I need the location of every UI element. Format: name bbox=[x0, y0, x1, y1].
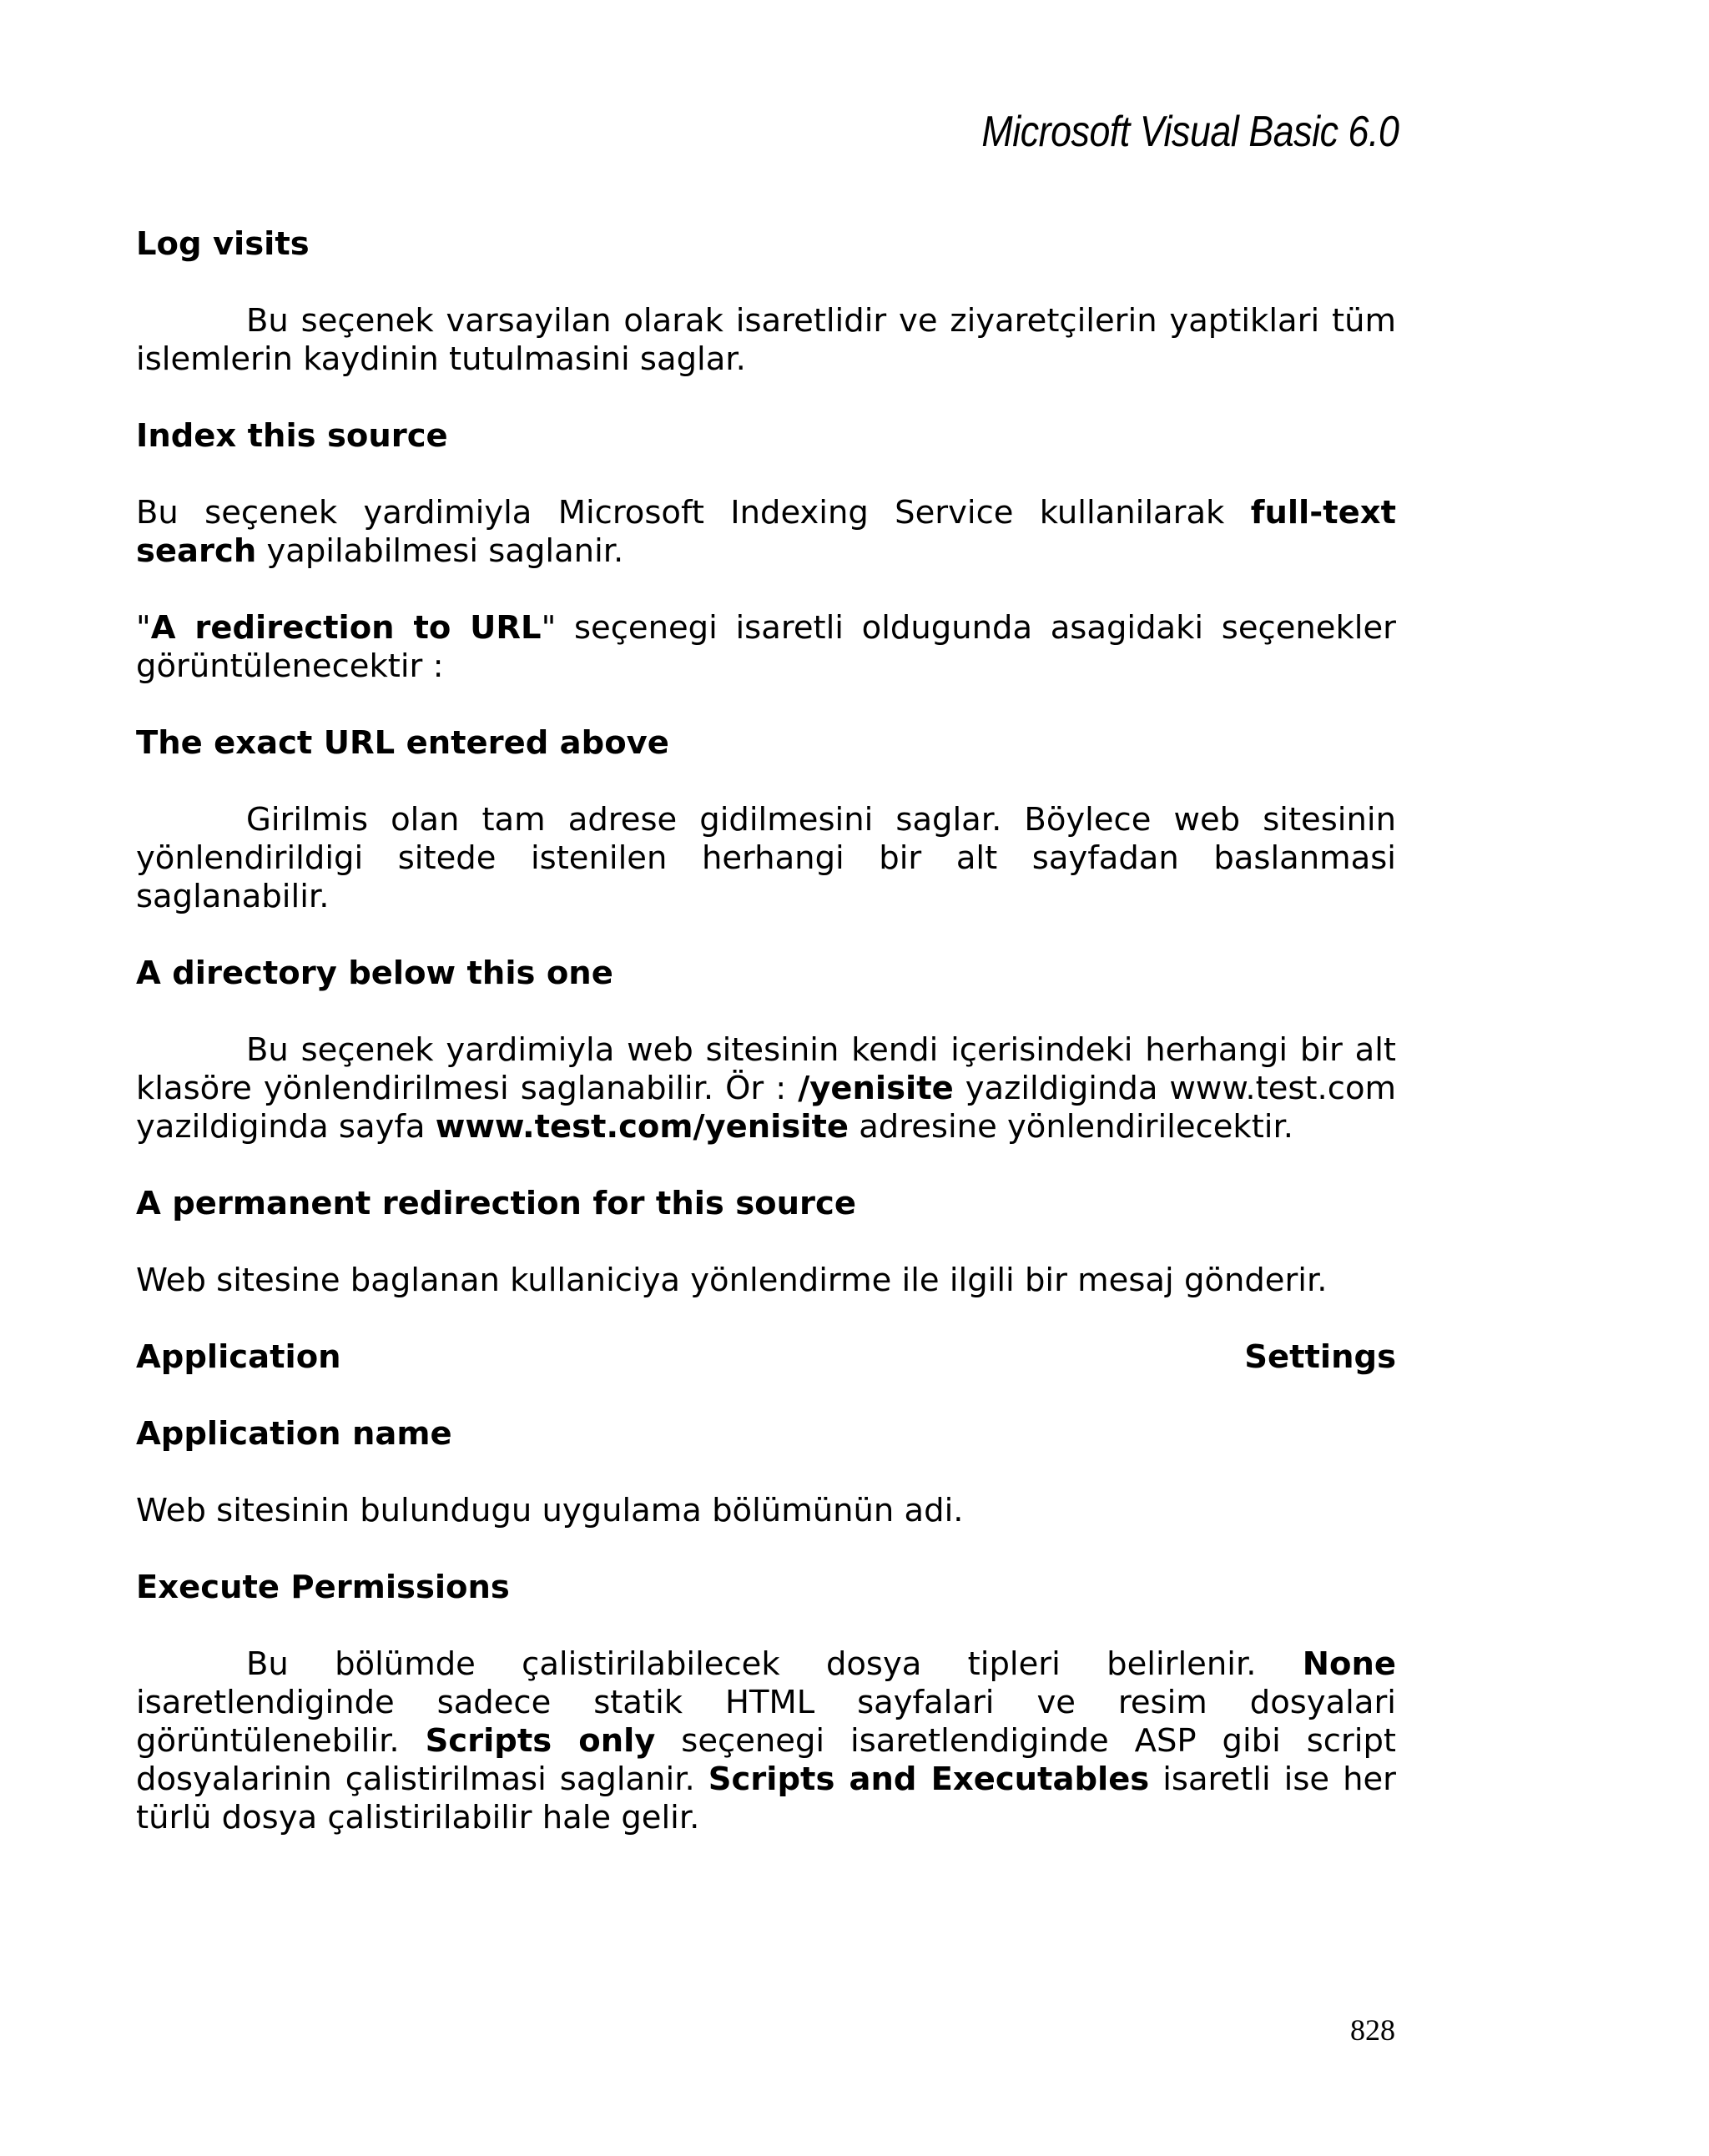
heading-directory-below: A directory below this one bbox=[136, 955, 613, 992]
running-header: Microsoft Visual Basic 6.0 bbox=[981, 108, 1399, 156]
heading-exact-url: The exact URL entered above bbox=[136, 724, 669, 762]
bold-term: Scripts and Executables bbox=[708, 1761, 1150, 1798]
bold-term: A redirection to URL bbox=[150, 609, 542, 647]
heading-application-settings bbox=[136, 1338, 1396, 1377]
bold-term: www.test.com/yenisite bbox=[435, 1108, 849, 1146]
bold-term: Scripts only bbox=[425, 1722, 656, 1760]
paragraph-log-visits: Bu seçenek varsayilan olarak isaretlidir ve ziyaretçilerin yaptiklari tüm islemlerin kaydinin tutulmasini saglar. bbox=[136, 302, 1396, 378]
text-span: " seçenegi isaretli oldugunda asagidaki seçenekler görüntülenecektir : bbox=[136, 609, 1396, 685]
heading-permanent-redirect: A permanent redirection for this source bbox=[136, 1185, 856, 1222]
quote-mark: " bbox=[136, 609, 151, 647]
paragraph-permanent-redirect: Web sitesine baglanan kullaniciya yönlendirme ile ilgili bir mesaj gönderir. bbox=[136, 1262, 1328, 1299]
paragraph-redirect-intro bbox=[136, 609, 1396, 686]
text-span: yazildiginda www.test.com yazildiginda sayfa bbox=[136, 1070, 1396, 1146]
text-span: isaretli ise her türlü dosya çalistirilabilir hale gelir. bbox=[136, 1761, 1397, 1836]
text-span: yapilabilmesi saglanir. bbox=[256, 532, 624, 570]
heading-application-settings-left: Application bbox=[136, 1338, 341, 1376]
paragraph-application-name: Web sitesinin bulundugu uygulama bölümünün adi. bbox=[136, 1492, 964, 1529]
heading-index-source: Index this source bbox=[136, 417, 448, 455]
text-span: seçenegi isaretlendiginde ASP gibi script dosyalarinin çalistirilmasi saglanir. bbox=[136, 1722, 1396, 1798]
paragraph-index-source bbox=[136, 494, 1396, 571]
paragraph-execute-permissions bbox=[136, 1645, 1396, 1837]
heading-application-settings-right: Settings bbox=[1244, 1338, 1396, 1376]
paragraph-exact-url: Girilmis olan tam adrese gidilmesini saglar. Böylece web sitesinin yönlendirildigi sitede istenilen herhangi bir alt sayfadan baslanmasi saglanabilir. bbox=[136, 801, 1396, 915]
page-number: 828 bbox=[1350, 2013, 1395, 2047]
bold-term: full-text search bbox=[136, 494, 1396, 570]
heading-execute-permissions: Execute Permissions bbox=[136, 1569, 510, 1606]
page-body bbox=[136, 225, 1396, 1837]
bold-term: None bbox=[1302, 1645, 1396, 1683]
text-span: adresine yönlendirilecektir. bbox=[848, 1108, 1294, 1146]
text-span: isaretlendiginde sadece statik HTML sayfalari ve resim dosyalari görüntülenebilir. bbox=[136, 1684, 1396, 1760]
bold-term: /yenisite bbox=[798, 1070, 954, 1107]
heading-log-visits: Log visits bbox=[136, 225, 310, 263]
paragraph-directory-below bbox=[136, 1031, 1396, 1146]
text-span: Bu seçenek yardimiyla web sitesinin kendi içerisindeki herhangi bir alt klasöre yönlendirilmesi saglanabilir. Ör : bbox=[136, 1031, 1396, 1107]
text-span: Bu bölümde çalistirilabilecek dosya tipleri belirlenir. bbox=[246, 1645, 1303, 1683]
heading-application-name: Application name bbox=[136, 1415, 452, 1453]
text-span: Bu seçenek yardimiyla Microsoft Indexing Service kullanilarak bbox=[136, 494, 1251, 531]
